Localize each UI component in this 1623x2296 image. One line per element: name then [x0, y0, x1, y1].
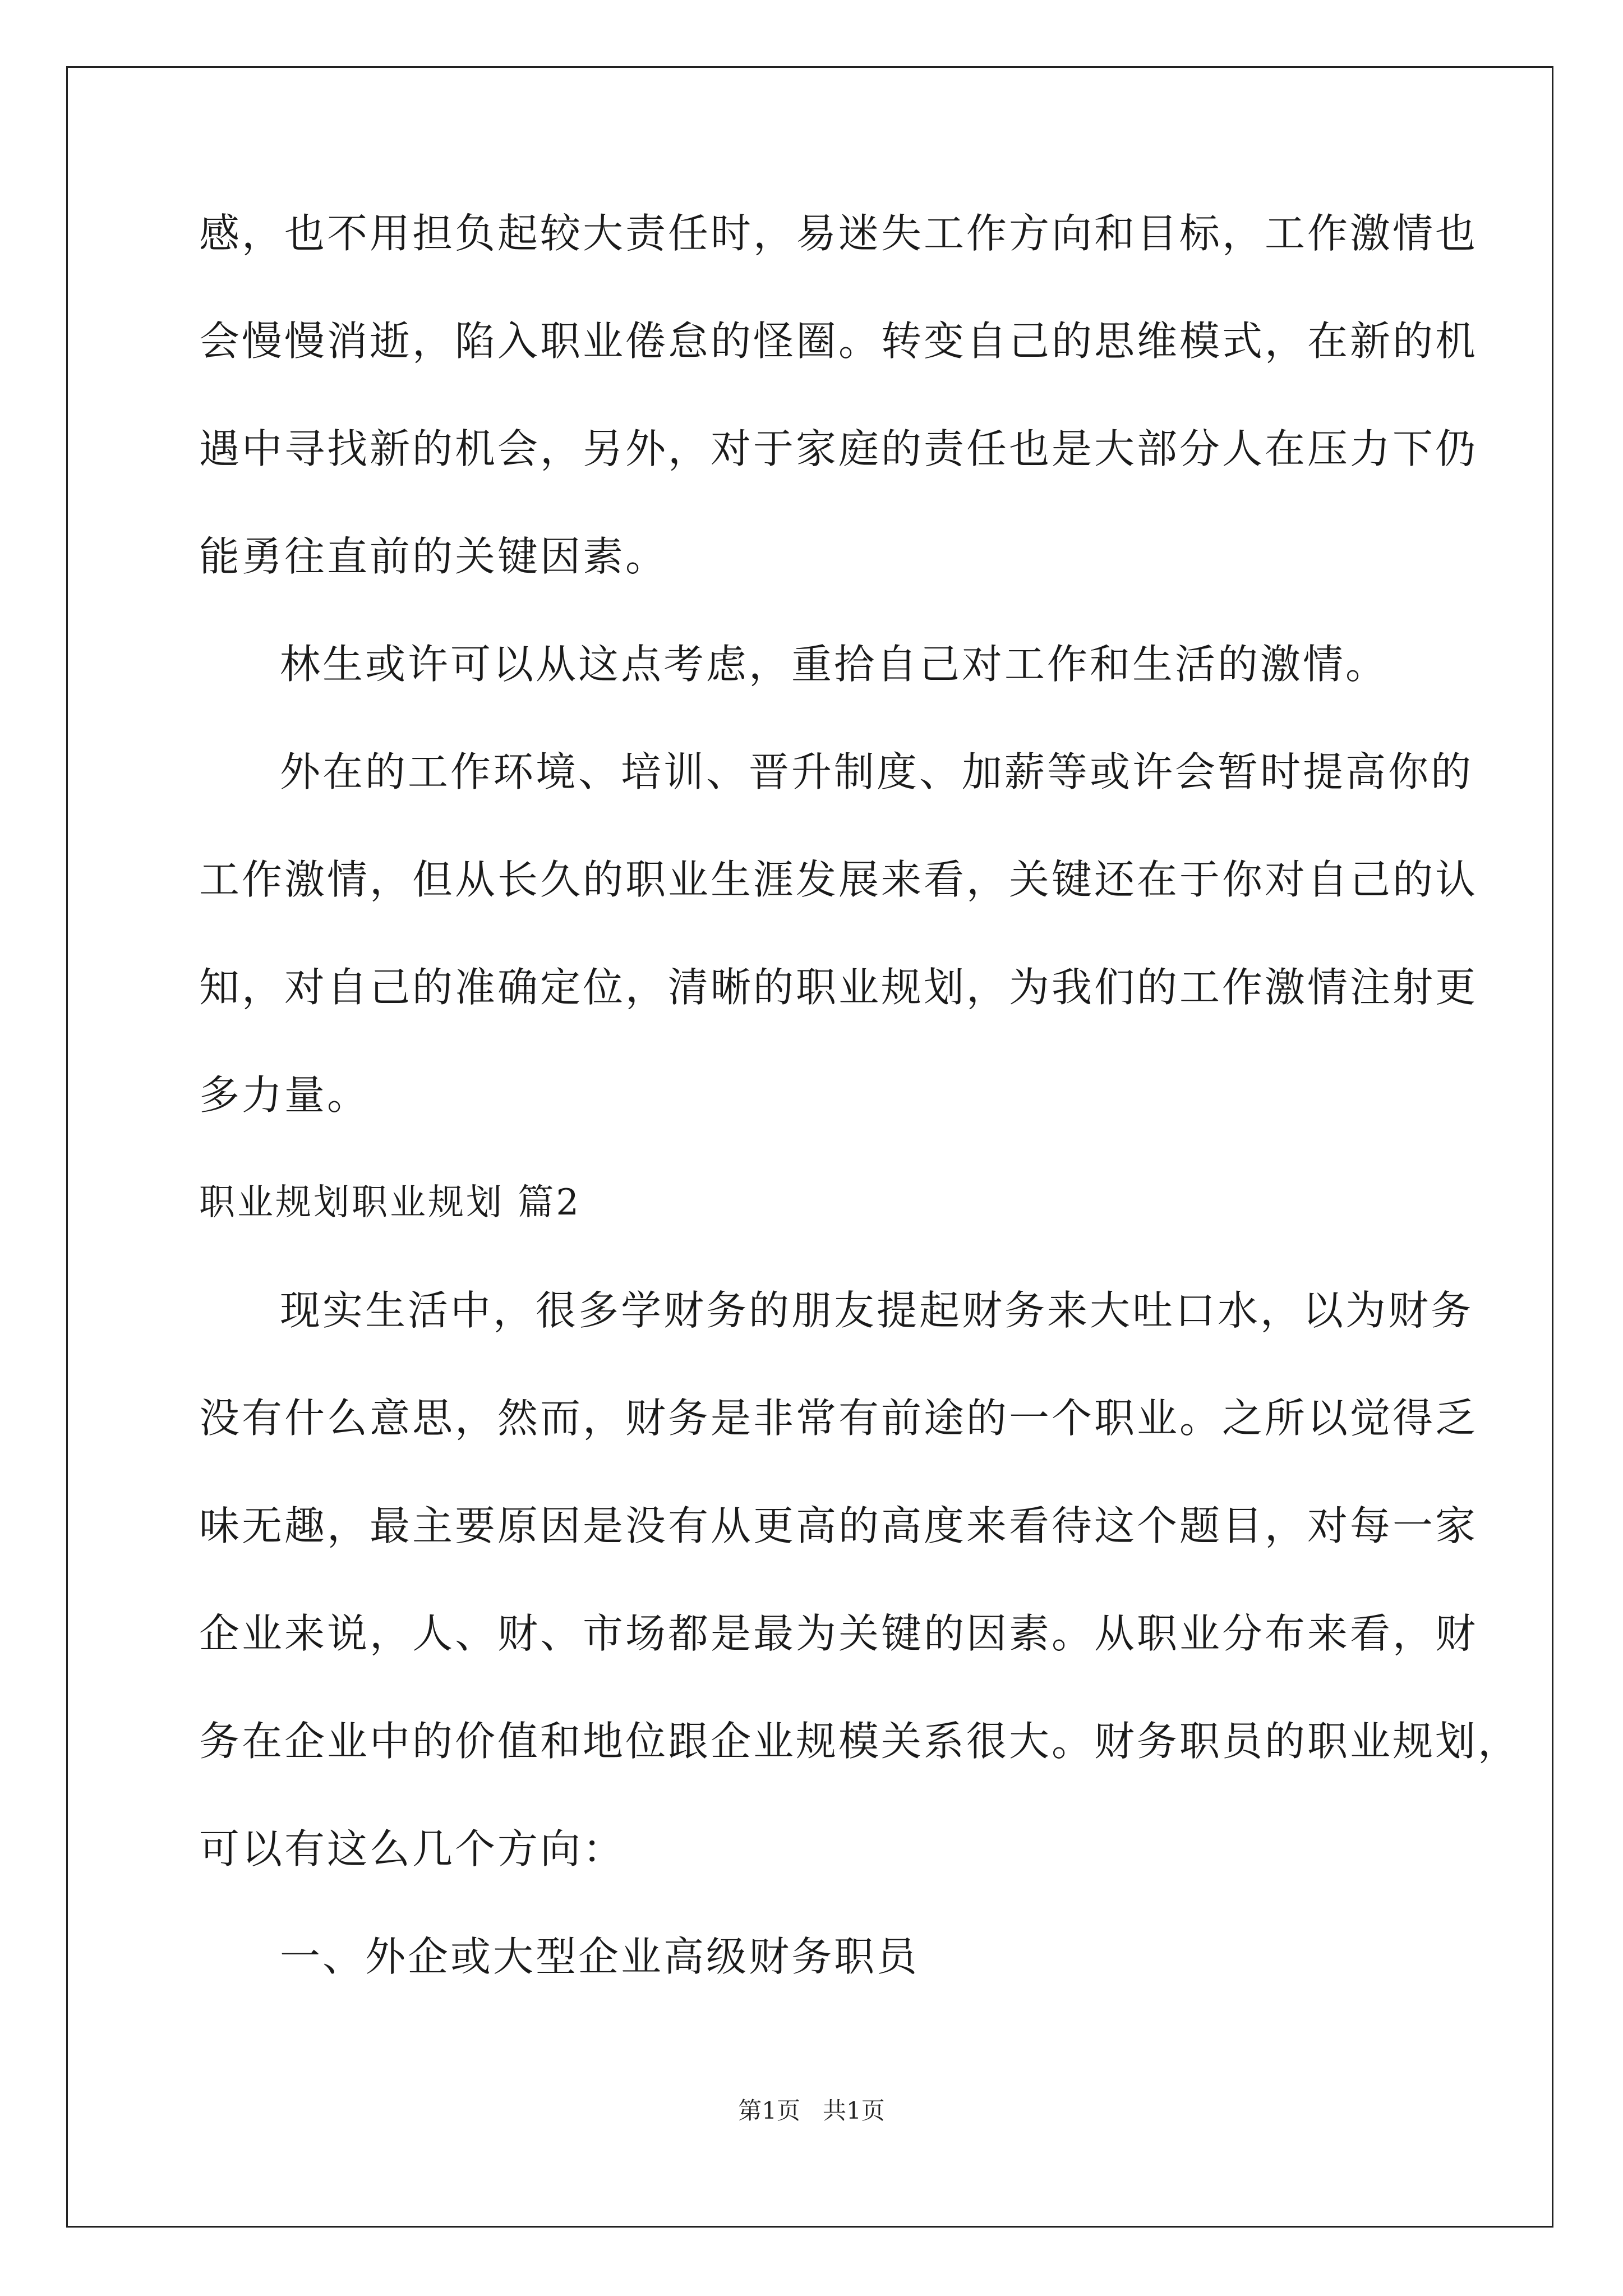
paragraph-line: 感，也不用担负起较大责任时，易迷失工作方向和目标，工作激情也: [199, 210, 1478, 257]
page-footer: 第1页 共1页: [738, 2097, 885, 2124]
paragraph-line: 外在的工作环境、培训、晋升制度、加薪等或许会暂时提高你的: [280, 748, 1474, 795]
paragraph-line: 能勇往直前的关键因素。: [199, 533, 668, 580]
paragraph-line: 企业来说，人、财、市场都是最为关键的因素。从职业分布来看，财: [199, 1610, 1478, 1657]
paragraph-line: 知，对自己的准确定位，清晰的职业规划，为我们的工作激情注射更: [199, 964, 1478, 1011]
paragraph-line: 一、外企或大型企业高级财务职员: [280, 1933, 920, 1980]
paragraph-line: 多力量。: [199, 1071, 370, 1119]
paragraph-line: 会慢慢消逝，陷入职业倦怠的怪圈。转变自己的思维模式，在新的机: [199, 318, 1478, 365]
paragraph-line: 现实生活中，很多学财务的朋友提起财务来大吐口水，以为财务: [280, 1287, 1474, 1334]
paragraph-line: 务在企业中的价值和地位跟企业规模关系很大。财务职员的职业规划，: [199, 1718, 1521, 1765]
paragraph-line: 遇中寻找新的机会，另外，对于家庭的责任也是大部分人在压力下仍: [199, 425, 1478, 472]
document-body: [199, 206, 1521, 2037]
paragraph-line: 味无趣，最主要原因是没有从更高的高度来看待这个题目，对每一家: [199, 1502, 1478, 1549]
paragraph-line: 没有什么意思，然而，财务是非常有前途的一个职业。之所以觉得乏: [199, 1395, 1478, 1442]
paragraph-line: 可以有这么几个方向：: [199, 1825, 626, 1872]
section-heading: 职业规划职业规划 篇2: [199, 1182, 582, 1223]
paragraph-line: 林生或许可以从这点考虑，重拾自己对工作和生活的激情。: [280, 641, 1389, 688]
paragraph-line: 工作激情，但从长久的职业生涯发展来看，关键还在于你对自己的认: [199, 856, 1478, 903]
